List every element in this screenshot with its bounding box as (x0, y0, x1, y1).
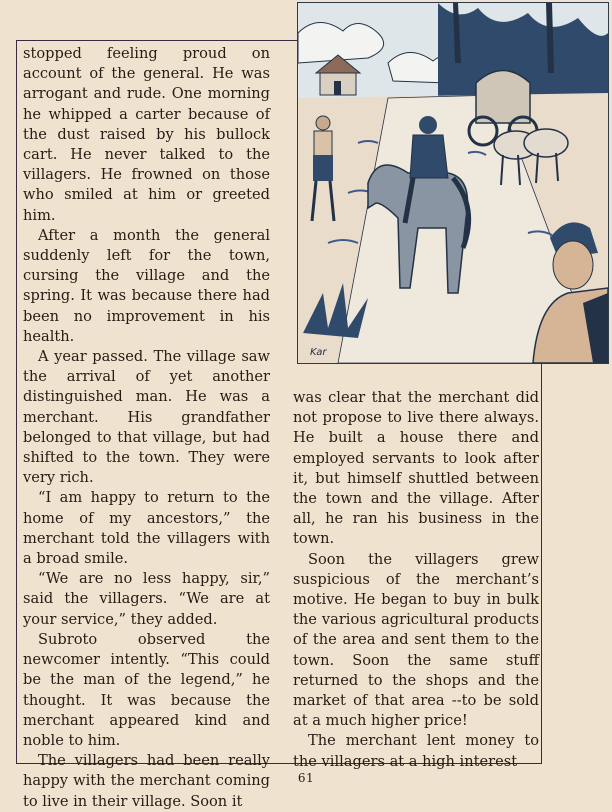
paragraph: Subroto observed the newcomer intently. “This could be the man of the legend,” he thought. It was because the merchant appeared kind and noble to him. (23, 630, 270, 749)
paragraph: was clear that the merchant did not propose to live there always. He built a house there and employed servants to look after it, but himself shuttled between the town and the village. After all, he ran his business in the town. (293, 389, 539, 548)
paragraph: stopped feeling proud on account of the general. He was arrogant and rude. One morning he whipped a carter because of the dust raised by his bullock cart. He never talked to the villagers. He frowned on those who smiled at him or greeted him. (23, 45, 270, 224)
paragraph: After a month the general suddenly left for the town, cursing the village and the spring. It was because there had been no improvement in his health. (23, 226, 270, 345)
illustration-drawing (298, 3, 608, 363)
right-column (293, 388, 539, 772)
paragraph: The villagers had been really happy with the merchant coming to live in their village. Soon it (23, 752, 270, 810)
paragraph: “We are no less happy, sir,” said the villagers. “We are at your service,” they added. (23, 570, 270, 628)
paragraph: “I am happy to return to the home of my ancestors,” the merchant told the villagers with a broad smile. (23, 489, 270, 568)
artist-signature: Kar (310, 347, 327, 358)
page-number: 61 (297, 771, 315, 785)
paragraph: A year passed. The village saw the arrival of yet another distinguished man. He was a merchant. His grandfather belonged to that village, but had shifted to the town. They were very rich. (23, 348, 270, 487)
story-illustration (297, 2, 609, 364)
paragraph: Soon the villagers grew suspicious of the merchant’s motive. He began to buy in bulk the various agricultural products of the area and sent them to the town. Soon the same stuff returned to the shops and the market of that area --to be sold at a much higher price! (293, 550, 539, 730)
left-column (23, 44, 270, 812)
paragraph: The merchant lent money to the villagers at a high interest (293, 732, 539, 770)
